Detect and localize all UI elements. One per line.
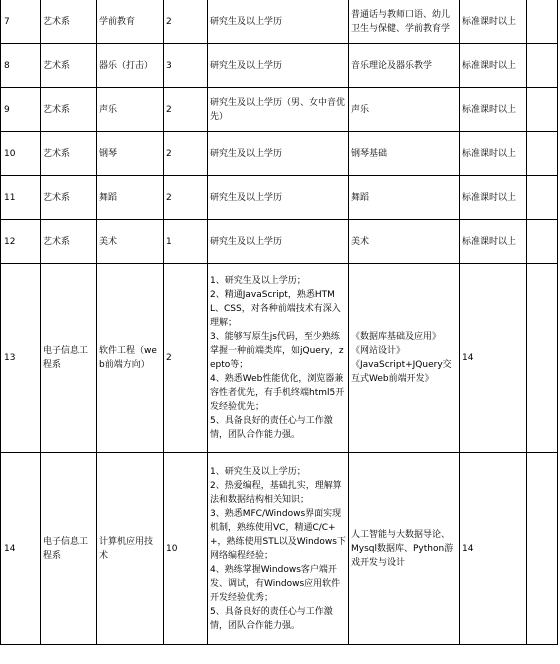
education-requirement: 研究生及以上学历: [208, 0, 349, 44]
count: 2: [164, 176, 208, 220]
table-row: [1, 132, 558, 176]
table-row: [1, 176, 558, 220]
department: 艺术系: [41, 88, 97, 132]
extra-cell: [527, 453, 558, 645]
major: 美术: [97, 220, 164, 264]
extra-cell: [527, 264, 558, 453]
education-requirement: 研究生及以上学历: [208, 176, 349, 220]
department: 艺术系: [41, 220, 97, 264]
teaching-hours: 标准课时以上: [460, 0, 527, 44]
department: 艺术系: [41, 132, 97, 176]
count: 2: [164, 264, 208, 453]
education-requirement: 研究生及以上学历: [208, 132, 349, 176]
teaching-hours: 标准课时以上: [460, 44, 527, 88]
count: 2: [164, 88, 208, 132]
courses: 舞蹈: [349, 176, 460, 220]
major: 钢琴: [97, 132, 164, 176]
courses: 声乐: [349, 88, 460, 132]
major: 计算机应用技术: [97, 453, 164, 645]
row-number: 14: [1, 453, 41, 645]
table-body: [1, 0, 558, 645]
major: 学前教育: [97, 0, 164, 44]
department: 艺术系: [41, 44, 97, 88]
table-row: [1, 0, 558, 44]
education-requirement: 研究生及以上学历: [208, 220, 349, 264]
courses: 钢琴基础: [349, 132, 460, 176]
department: 电子信息工程系: [41, 453, 97, 645]
courses: 音乐理论及器乐教学: [349, 44, 460, 88]
major: 声乐: [97, 88, 164, 132]
department: 电子信息工程系: [41, 264, 97, 453]
table-row: [1, 264, 558, 453]
table-row: [1, 88, 558, 132]
courses: 普通话与教师口语、幼儿卫生与保健、学前教育学: [349, 0, 460, 44]
count: 3: [164, 44, 208, 88]
table-row: [1, 220, 558, 264]
row-number: 11: [1, 176, 41, 220]
count: 2: [164, 0, 208, 44]
teaching-hours: 标准课时以上: [460, 220, 527, 264]
teaching-hours: 14: [460, 453, 527, 645]
extra-cell: [527, 44, 558, 88]
courses: 美术: [349, 220, 460, 264]
courses: 《数据库基础及应用》 《网站设计》 《JavaScript+JQuery交互式Web前端开发》: [349, 264, 460, 453]
department: 艺术系: [41, 0, 97, 44]
row-number: 7: [1, 0, 41, 44]
major: 舞蹈: [97, 176, 164, 220]
row-number: 10: [1, 132, 41, 176]
extra-cell: [527, 88, 558, 132]
major: 软件工程（web前端方向）: [97, 264, 164, 453]
education-requirement: 1、研究生及以上学历； 2、精通JavaScript，熟悉HTML、CSS，对各种前端技术有深入理解； 3、能够写原生js代码，至少熟练掌握一种前端类库，如jQuery，zepto等； 4、熟悉Web性能优化，浏览器兼容性者优先，有手机终端html5开发经验优先； 5、具备良好的责任心与工作激情，团队合作能力强。: [208, 264, 349, 453]
education-requirement: 1、研究生及以上学历； 2、热爱编程，基础扎实，理解算法和数据结构相关知识； 3、熟悉MFC/Windows界面实现机制，熟练使用VC，精通C/C++，熟练使用STL以及Windows下网络编程经验； 4、熟练掌握Windows客户端开发、调试，有Windows应用软件开发经验优秀； 5、具备良好的责任心与工作激情，团队合作能力强。: [208, 453, 349, 645]
teaching-hours: 标准课时以上: [460, 132, 527, 176]
extra-cell: [527, 132, 558, 176]
teaching-hours: 14: [460, 264, 527, 453]
row-number: 13: [1, 264, 41, 453]
extra-cell: [527, 0, 558, 44]
department: 艺术系: [41, 176, 97, 220]
education-requirement: 研究生及以上学历（男、女中音优先）: [208, 88, 349, 132]
extra-cell: [527, 220, 558, 264]
count: 2: [164, 132, 208, 176]
major: 器乐（打击）: [97, 44, 164, 88]
courses: 人工智能与大数据导论、Mysql数据库、Python游戏开发与设计: [349, 453, 460, 645]
row-number: 12: [1, 220, 41, 264]
count: 10: [164, 453, 208, 645]
row-number: 8: [1, 44, 41, 88]
education-requirement: 研究生及以上学历: [208, 44, 349, 88]
teaching-hours: 标准课时以上: [460, 88, 527, 132]
table-row: [1, 44, 558, 88]
count: 1: [164, 220, 208, 264]
teaching-hours: 标准课时以上: [460, 176, 527, 220]
row-number: 9: [1, 88, 41, 132]
table-row: [1, 453, 558, 645]
extra-cell: [527, 176, 558, 220]
